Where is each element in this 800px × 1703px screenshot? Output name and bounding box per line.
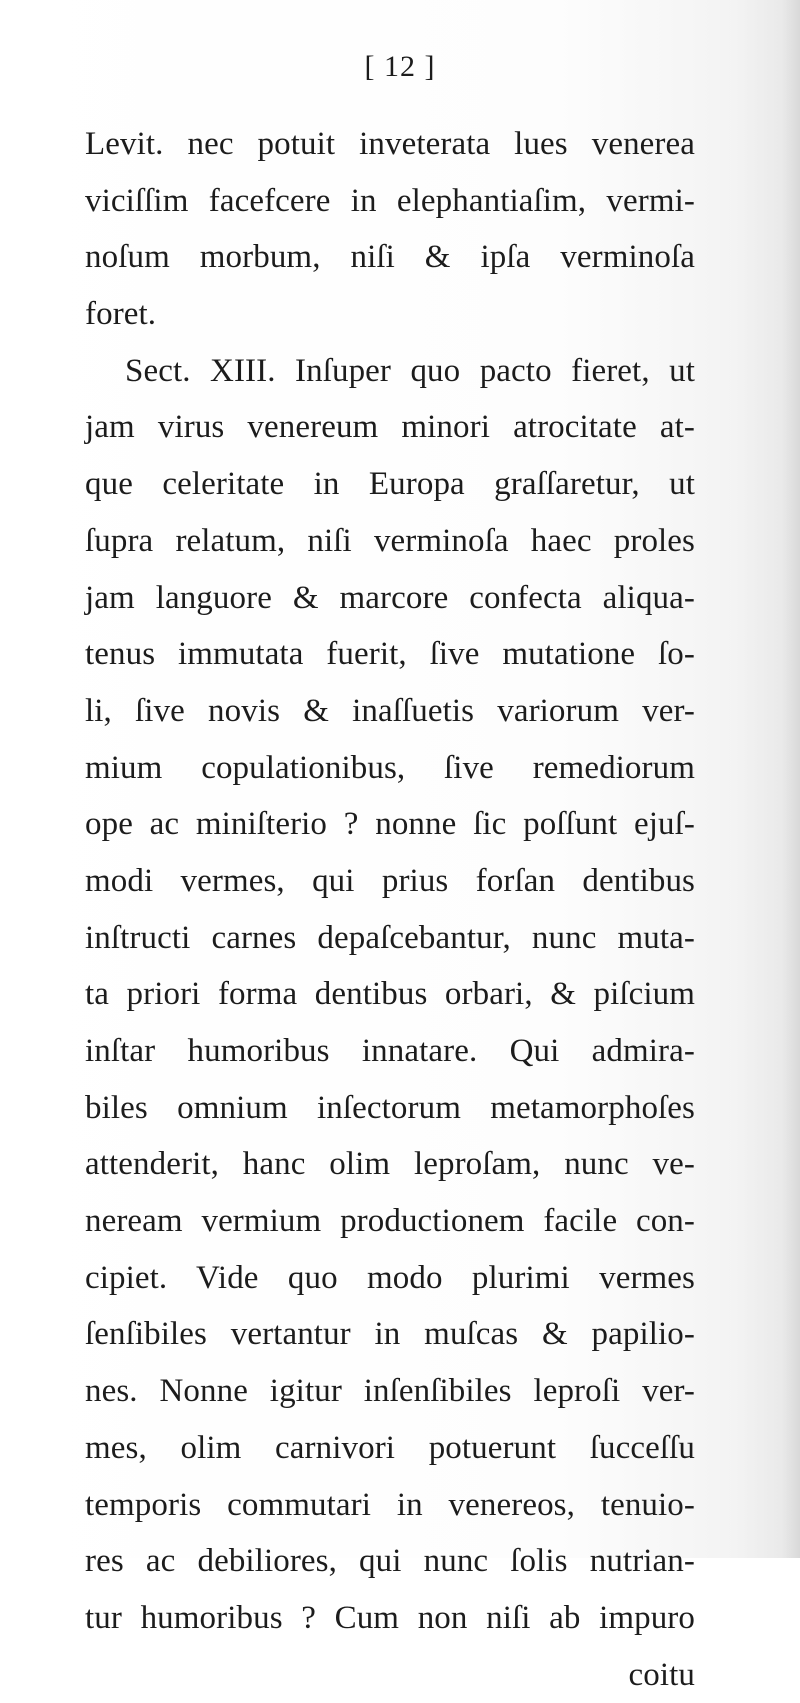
text-line: res ac debiliores, qui nunc ſolis nutrian- bbox=[85, 1543, 695, 1580]
catchword: coitu bbox=[628, 1656, 695, 1693]
text-line: cipiet. Vide quo modo plurimi vermes bbox=[85, 1259, 695, 1296]
text-line: li, ſive novis & inaſſuetis variorum ver- bbox=[85, 692, 695, 729]
text-line: noſum morbum, niſi & ipſa verminoſa bbox=[85, 239, 695, 276]
page-edge-shadow bbox=[782, 0, 800, 1558]
text-line: foret. bbox=[85, 296, 157, 333]
text-line: mes, olim carnivori potuerunt ſucceſſu bbox=[85, 1429, 695, 1466]
text-line: neream vermium productionem facile con- bbox=[85, 1203, 695, 1240]
section-heading-line: Sect. XIII. Inſuper quo pacto fieret, ut bbox=[125, 352, 695, 389]
text-line: que celeritate in Europa graſſaretur, ut bbox=[85, 466, 695, 503]
text-line: tenus immutata fuerit, ſive mutatione ſo- bbox=[85, 636, 695, 673]
text-line: jam virus venereum minori atrocitate at- bbox=[85, 409, 695, 446]
text-line: attenderit, hanc olim leproſam, nunc ve- bbox=[85, 1146, 695, 1183]
text-line: temporis commutari in venereos, tenuio- bbox=[85, 1486, 695, 1523]
text-line: mium copulationibus, ſive remediorum bbox=[85, 749, 695, 786]
text-line: ope ac miniſterio ? nonne ſic poſſunt ejuſ- bbox=[85, 806, 695, 843]
text-line: viciſſim facefcere in elephantiaſim, vermi- bbox=[85, 182, 695, 219]
text-line: inſtructi carnes depaſcebantur, nunc muta- bbox=[85, 919, 695, 956]
text-line: modi vermes, qui prius forſan dentibus bbox=[85, 862, 695, 899]
text-line: ſenſibiles vertantur in muſcas & papilio- bbox=[85, 1316, 695, 1353]
text-line: ſupra relatum, niſi verminoſa haec proles bbox=[85, 522, 695, 559]
text-line: biles omnium inſectorum metamorphoſes bbox=[85, 1089, 695, 1126]
text-line: jam languore & marcore confecta aliqua- bbox=[85, 579, 695, 616]
body-text bbox=[85, 116, 695, 1703]
text-line: Levit. nec potuit inveterata lues venerea bbox=[85, 126, 695, 162]
text-line: inſtar humoribus innatare. Qui admira- bbox=[85, 1033, 695, 1069]
page-number: [ 12 ] bbox=[364, 50, 436, 83]
text-line: ta priori forma dentibus orbari, & piſcium bbox=[85, 976, 695, 1013]
text-line: nes. Nonne igitur inſenſibiles leproſi ver- bbox=[85, 1373, 695, 1410]
text-line: tur humoribus ? Cum non niſi ab impuro bbox=[85, 1599, 695, 1636]
